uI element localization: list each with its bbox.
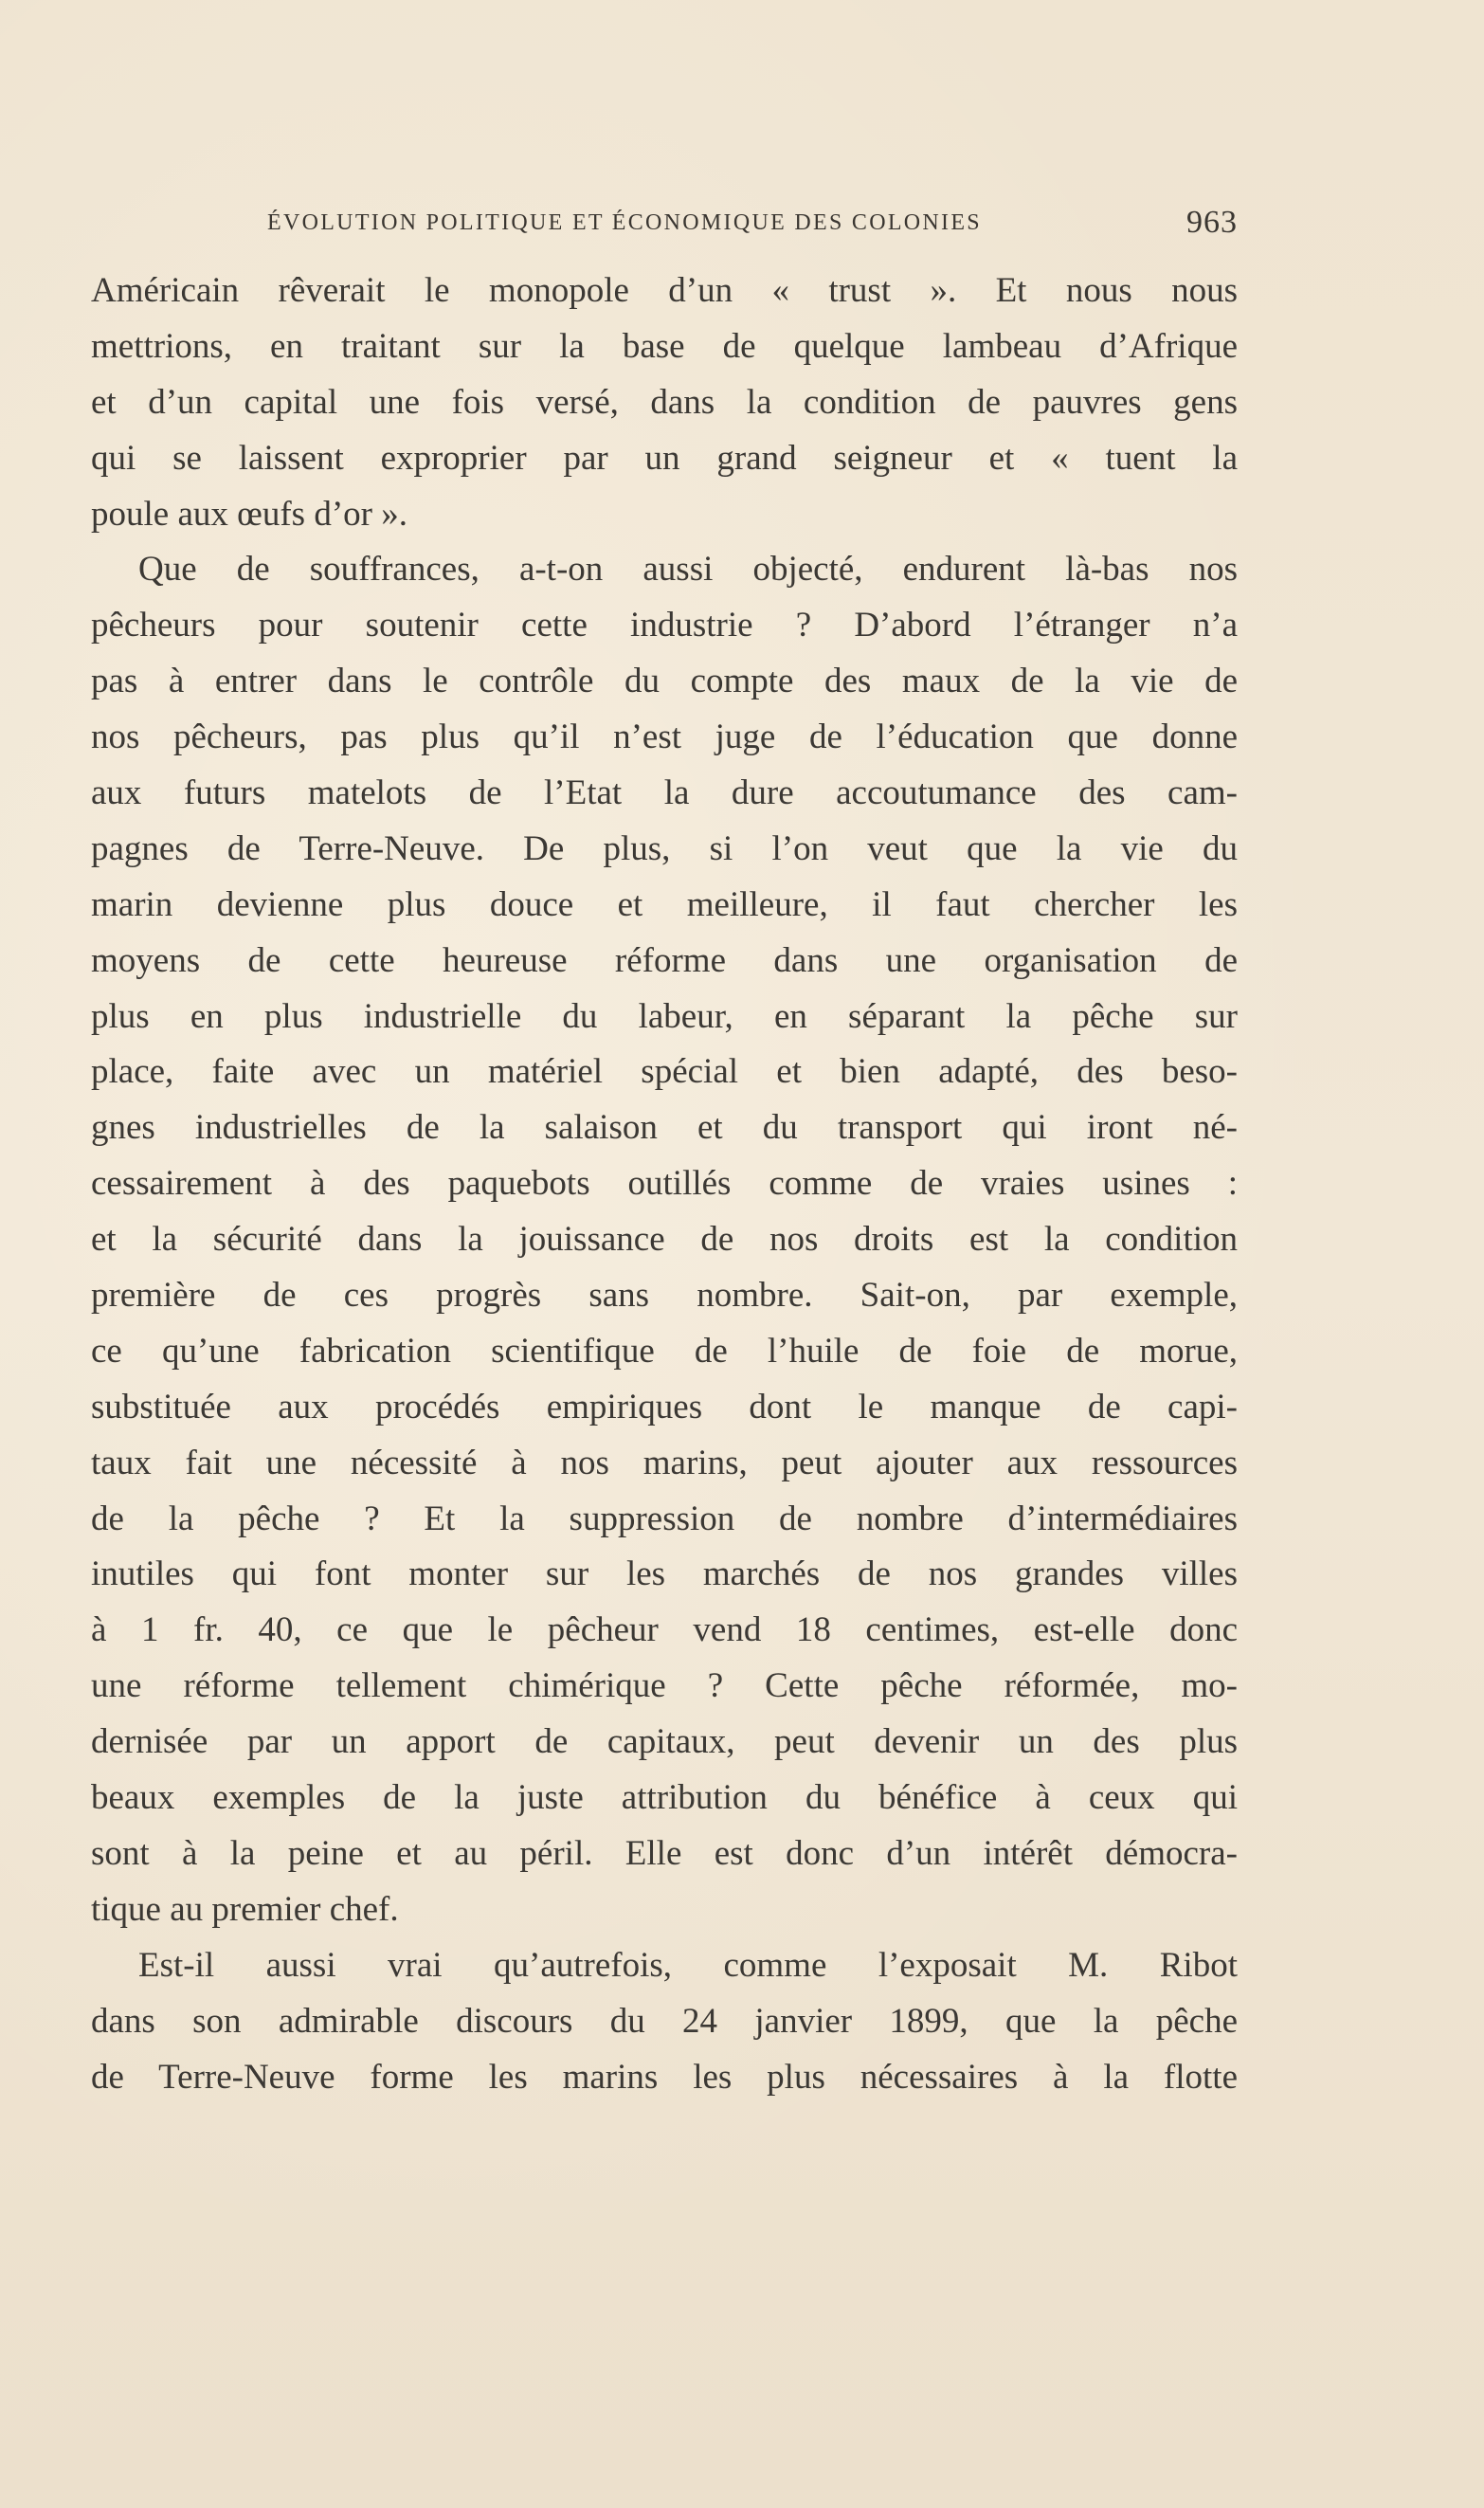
text-line: taux fait une nécessité à nos marins, peut ajouter aux ressources — [91, 1443, 1238, 1482]
paragraph-start-line: Est-il aussi vrai qu’autrefois, comme l’exposait M. Ribot — [138, 1945, 1238, 1985]
text-line: une réforme tellement chimérique ? Cette pêche réformée, mo- — [91, 1666, 1238, 1706]
text-line: mettrions, en traitant sur la base de quelque lambeau d’Afrique — [91, 326, 1238, 366]
text-line: première de ces progrès sans nombre. Sait-on, par exemple, — [91, 1276, 1238, 1316]
body-text — [91, 264, 1238, 2105]
text-line: pas à entrer dans le contrôle du compte des maux de la vie de — [91, 662, 1238, 701]
text-line: inutiles qui font monter sur les marchés de nos grandes villes — [91, 1554, 1238, 1594]
text-line: à 1 fr. 40, ce que le pêcheur vend 18 centimes, est-elle donc — [91, 1610, 1238, 1650]
text-line: cessairement à des paquebots outillés comme de vraies usines : — [91, 1164, 1238, 1204]
running-header — [267, 205, 1238, 248]
text-line: dernisée par un apport de capitaux, peut devenir un des plus — [91, 1722, 1238, 1762]
text-line: nos pêcheurs, pas plus qu’il n’est juge de l’éducation que donne — [91, 718, 1238, 757]
text-line: Américain rêverait le monopole d’un « trust ». Et nous nous — [91, 271, 1238, 310]
text-line: aux futurs matelots de l’Etat la dure accoutumance des cam- — [91, 773, 1238, 813]
text-line: et la sécurité dans la jouissance de nos droits est la condition — [91, 1220, 1238, 1260]
text-line: pêcheurs pour soutenir cette industrie ? D’abord l’étranger n’a — [91, 606, 1238, 645]
page-number: 963 — [1186, 205, 1238, 240]
text-line: marin devienne plus douce et meilleure, il faut chercher les — [91, 884, 1238, 924]
text-line: plus en plus industrielle du labeur, en séparant la pêche sur — [91, 996, 1238, 1036]
running-title: ÉVOLUTION POLITIQUE ET ÉCONOMIQUE DES COLONIES — [267, 210, 982, 235]
text-line: et d’un capital une fois versé, dans la condition de pauvres gens — [91, 382, 1238, 422]
text-line: de Terre-Neuve forme les marins les plus nécessaires à la flotte — [91, 2057, 1238, 2097]
text-line: tique au premier chef. — [91, 1889, 399, 1929]
text-line: poule aux œufs d’or ». — [91, 494, 407, 534]
text-line: de la pêche ? Et la suppression de nombre d’intermédiaires — [91, 1499, 1238, 1538]
paragraph-start-line: Que de souffrances, a-t-on aussi objecté, endurent là-bas nos — [138, 550, 1238, 590]
text-line: dans son admirable discours du 24 janvier 1899, que la pêche — [91, 2001, 1238, 2041]
text-line: sont à la peine et au péril. Elle est donc d’un intérêt démocra- — [91, 1833, 1238, 1873]
text-line: qui se laissent exproprier par un grand seigneur et « tuent la — [91, 438, 1238, 478]
text-line: pagnes de Terre-Neuve. De plus, si l’on veut que la vie du — [91, 828, 1238, 868]
text-line: place, faite avec un matériel spécial et bien adapté, des beso- — [91, 1052, 1238, 1092]
text-line: substituée aux procédés empiriques dont le manque de capi- — [91, 1387, 1238, 1427]
text-line: ce qu’une fabrication scientifique de l’huile de foie de morue, — [91, 1331, 1238, 1371]
text-line: moyens de cette heureuse réforme dans une organisation de — [91, 940, 1238, 980]
text-line: beaux exemples de la juste attribution du bénéfice à ceux qui — [91, 1778, 1238, 1818]
text-line: gnes industrielles de la salaison et du transport qui iront né- — [91, 1108, 1238, 1148]
